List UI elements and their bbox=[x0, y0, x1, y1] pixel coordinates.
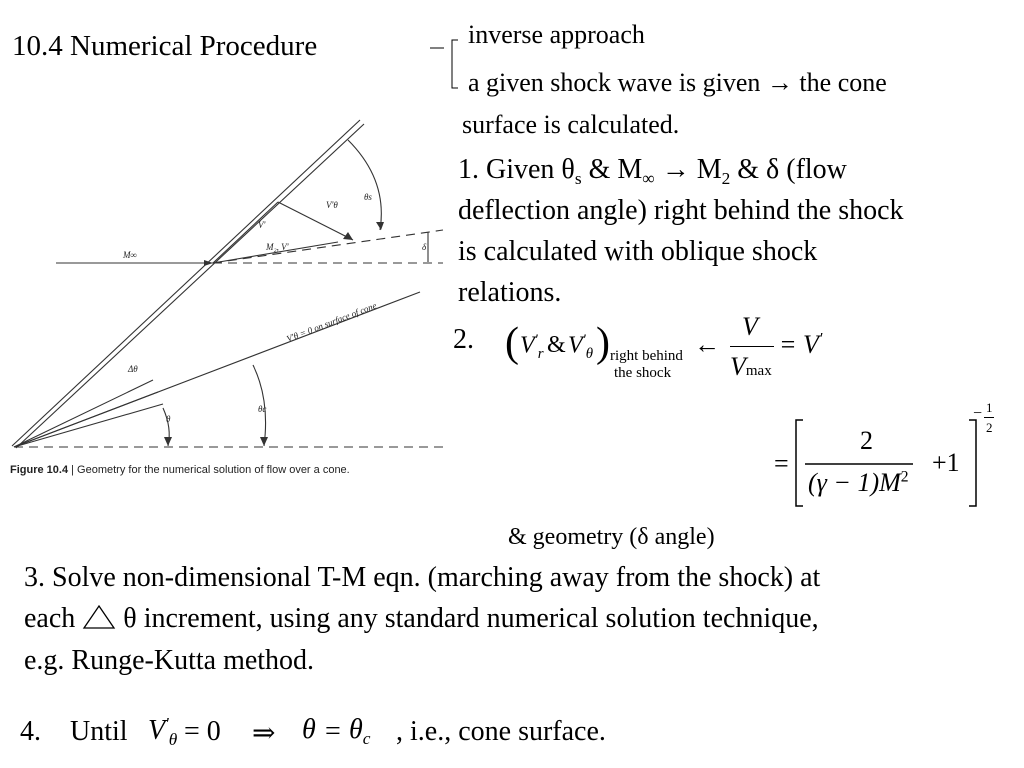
step1-line4: relations. bbox=[458, 277, 562, 308]
step3-line3: e.g. Runge-Kutta method. bbox=[24, 645, 315, 676]
step4-until: Until bbox=[70, 716, 128, 747]
delta-triangle-icon bbox=[82, 604, 116, 630]
figure-label-surface-note: V'θ = 0 on surface of cone bbox=[285, 300, 378, 344]
step3-line2: each θ increment, using any standard numerical solution technique, bbox=[24, 603, 819, 634]
step2-frac-den: Vmax bbox=[730, 352, 772, 381]
figure-label-v-prime: V' bbox=[258, 220, 266, 230]
step2-amp: & bbox=[547, 332, 566, 358]
eq2-exp-sign: − bbox=[973, 405, 983, 422]
figure-label-theta-s: θs bbox=[364, 192, 372, 202]
eq2-plus-one: +1 bbox=[932, 448, 960, 477]
figure-label-delta: δ bbox=[422, 242, 427, 252]
step3-line1: 3. Solve non-dimensional T-M eqn. (marching away from the shock) at bbox=[24, 562, 821, 593]
eq2-exp-num: 1 bbox=[986, 400, 993, 415]
step2-frac-line bbox=[730, 346, 774, 347]
step1-line1: 1. Given $\theta_s$ & $M_\infty \to M_2$ & δ (flow bbox=[458, 154, 847, 189]
step1-line3: is calculated with oblique shock bbox=[458, 236, 818, 267]
step2-subscript-line2: the shock bbox=[614, 365, 672, 381]
step4-eq: = bbox=[325, 716, 341, 747]
geometry-note: & geometry (δ angle) bbox=[508, 524, 715, 550]
figure-caption: Figure 10.4 | Geometry for the numerical solution of flow over a cone. bbox=[10, 464, 350, 476]
figure-label-v-theta: V'θ bbox=[326, 200, 338, 210]
step2-vtheta: $V'_\theta$ bbox=[568, 332, 594, 362]
approach-bracket bbox=[430, 38, 460, 94]
figure-label-m-inf: M∞ bbox=[123, 250, 137, 260]
figure-label-m2: M₂, V' bbox=[266, 242, 289, 252]
approach-label: inverse approach bbox=[468, 20, 645, 49]
step4-tail: , i.e., cone surface. bbox=[396, 716, 606, 747]
eq2-exp-den: 2 bbox=[986, 420, 993, 435]
approach-desc-line2: surface is calculated. bbox=[462, 110, 680, 139]
eq2-num: 2 bbox=[860, 426, 873, 455]
step2-arrow: ← bbox=[694, 330, 720, 359]
page-title: 10.4 Numerical Procedure bbox=[12, 30, 318, 62]
step4-number: 4. bbox=[20, 716, 41, 747]
step2-paren-open: ( bbox=[505, 320, 519, 366]
step4-theta: θ bbox=[302, 714, 316, 745]
step2-equals-v: = V' bbox=[779, 330, 823, 359]
shock-wave-line bbox=[12, 120, 360, 446]
step4-implies: ⇒ bbox=[252, 718, 276, 749]
figure-label-theta: θ bbox=[166, 414, 171, 424]
eq2-exp-line bbox=[984, 417, 994, 418]
eq2-den: $(\gamma - 1)M^2$ bbox=[808, 468, 909, 497]
eq2-equals: = bbox=[774, 449, 789, 478]
step4-vtheta: $V'_\theta$ bbox=[148, 714, 178, 750]
cone-geometry-figure bbox=[8, 110, 448, 480]
figure-label-theta-c: θc bbox=[258, 404, 267, 414]
step4-theta-c: $\theta_c$ bbox=[349, 714, 371, 749]
step4-eq-zero: = 0 bbox=[184, 716, 221, 747]
step1-line2: deflection angle) right behind the shock bbox=[458, 195, 904, 226]
figure-label-delta-theta: Δθ bbox=[128, 364, 138, 374]
step2-frac-num: V bbox=[742, 312, 758, 341]
step2-number: 2. bbox=[453, 324, 474, 355]
step2-subscript-line1: right behind bbox=[610, 348, 683, 364]
step2-vr: $V'_r$ bbox=[520, 332, 544, 362]
step2-paren-close: ) bbox=[596, 320, 610, 366]
approach-desc-line1: a given shock wave is given → the cone bbox=[468, 68, 887, 97]
